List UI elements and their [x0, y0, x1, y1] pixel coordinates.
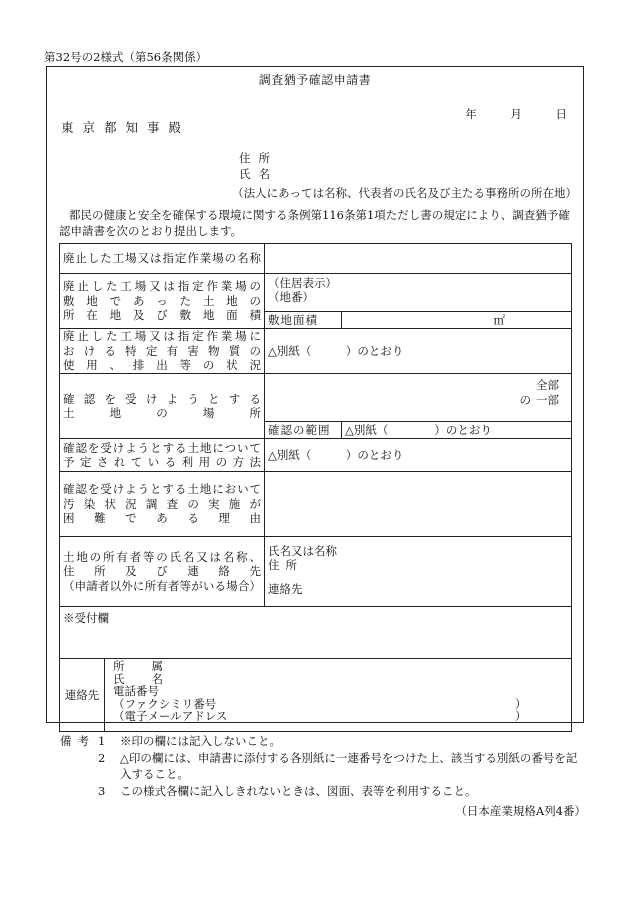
- row-reason: [60, 472, 572, 537]
- contact-cell: [60, 659, 572, 732]
- date-day: 日: [555, 107, 567, 121]
- fax-close: ）: [515, 696, 527, 711]
- reason-label: 確認を受けようとする土地において 汚染状況調査の実施が 困難である理由: [60, 472, 265, 537]
- factory-name-label: 廃止した工場又は指定作業場の名称: [60, 244, 265, 274]
- applicant-block: [239, 150, 278, 182]
- statement: 都民の健康と安全を確保する環境に関する条例第116条第1項ただし書の規定により、調査猶予確認申請書を次のとおり提出します。: [59, 208, 570, 238]
- owner-contact-label: 連絡先: [268, 582, 303, 596]
- location-no: の: [519, 393, 531, 407]
- residence-label: （住居表示）: [268, 276, 337, 290]
- applicant-name-label: 氏名: [239, 167, 278, 181]
- application-table: [59, 243, 572, 732]
- row-site: [60, 274, 572, 312]
- date-year: 年: [465, 107, 477, 121]
- contact-fax-label: （ファクシミリ番号 ）: [113, 696, 527, 711]
- contact-label: 連絡先: [60, 659, 105, 731]
- contact-email-label: （電子メールアドレス ）: [113, 709, 527, 723]
- range-value[interactable]: △別紙（ ）のとおり: [342, 422, 572, 439]
- form-number: 第32号の2様式（第56条関係）: [44, 50, 208, 64]
- reason-input[interactable]: [265, 472, 572, 537]
- owner-name-label: 氏名又は名称: [268, 544, 337, 558]
- row-substances: [60, 329, 572, 374]
- location-part: 一部: [536, 393, 559, 407]
- factory-name-input[interactable]: [265, 244, 572, 274]
- reception-label: ※受付欄: [63, 611, 109, 625]
- location-all: 全部: [536, 378, 559, 392]
- paper-size-note: （日本産業規格A列4番）: [455, 804, 586, 818]
- lot-label: （地番）: [268, 290, 314, 305]
- form-frame: [46, 66, 584, 723]
- addressee: 東京都知事殿: [61, 120, 191, 135]
- contact-name-label: 氏名: [113, 671, 163, 686]
- location-input[interactable]: [265, 374, 572, 422]
- document-title: 調査猶予確認申請書: [258, 73, 372, 87]
- row-factory-name: [60, 244, 572, 274]
- note-item: 1 ※印の欄には記入しないこと。: [98, 734, 281, 748]
- row-contact: [60, 659, 572, 732]
- note-item: 3 この様式各欄に記入しきれないときは、図面、表等を利用すること。: [98, 783, 477, 798]
- contact-details[interactable]: [105, 659, 572, 731]
- substances-value[interactable]: △別紙（ ）のとおり: [265, 329, 572, 374]
- planned-use-label: 確認を受けようとする土地について 予定されている利用の方法: [60, 439, 265, 472]
- applicant-note: （法人にあっては名称、代表者の氏名及び主たる事務所の所在地）: [232, 186, 577, 200]
- row-reception: [60, 607, 572, 659]
- email-close: ）: [515, 709, 527, 723]
- owner-label: 土地の所有者等の氏名又は名称、 住所及び連絡先 （申請者以外に所有者等がいる場合）: [60, 537, 265, 607]
- contact-phone-label: 電話番号: [113, 684, 159, 698]
- location-label: 確認を受けようとする 土地の場所: [60, 374, 265, 439]
- reception-field: [60, 607, 572, 659]
- row-planned-use: [60, 439, 572, 472]
- row-location: [60, 374, 572, 422]
- date-month: 月: [510, 107, 522, 121]
- area-label: 敷地面積: [265, 312, 342, 329]
- range-label: 確認の範囲: [265, 422, 342, 439]
- planned-use-value[interactable]: △別紙（ ）のとおり: [265, 439, 572, 472]
- row-owner: [60, 537, 572, 607]
- notes: [60, 733, 586, 799]
- contact-dept-label: 所属: [113, 659, 163, 673]
- applicant-address-label: 住所: [239, 151, 278, 165]
- owner-address-label: 住所: [268, 558, 303, 572]
- area-unit: ㎡: [493, 312, 505, 327]
- site-address-input[interactable]: [265, 274, 572, 312]
- substances-label: 廃止した工場又は指定作業場に おける特定有害物質の 使用、排出等の状況: [60, 329, 265, 374]
- note-item: 2 △印の欄には、申請書に添付する各別紙に一連番号をつけた上、該当する別紙の番号を記入すること。: [98, 750, 578, 781]
- date-line: [435, 107, 567, 121]
- area-input[interactable]: [342, 312, 572, 329]
- site-label: 廃止した工場又は指定作業場の 敷地であった土地の 所在地及び敷地面積: [60, 274, 265, 329]
- notes-head: 備考: [60, 734, 95, 748]
- owner-input[interactable]: [265, 537, 572, 607]
